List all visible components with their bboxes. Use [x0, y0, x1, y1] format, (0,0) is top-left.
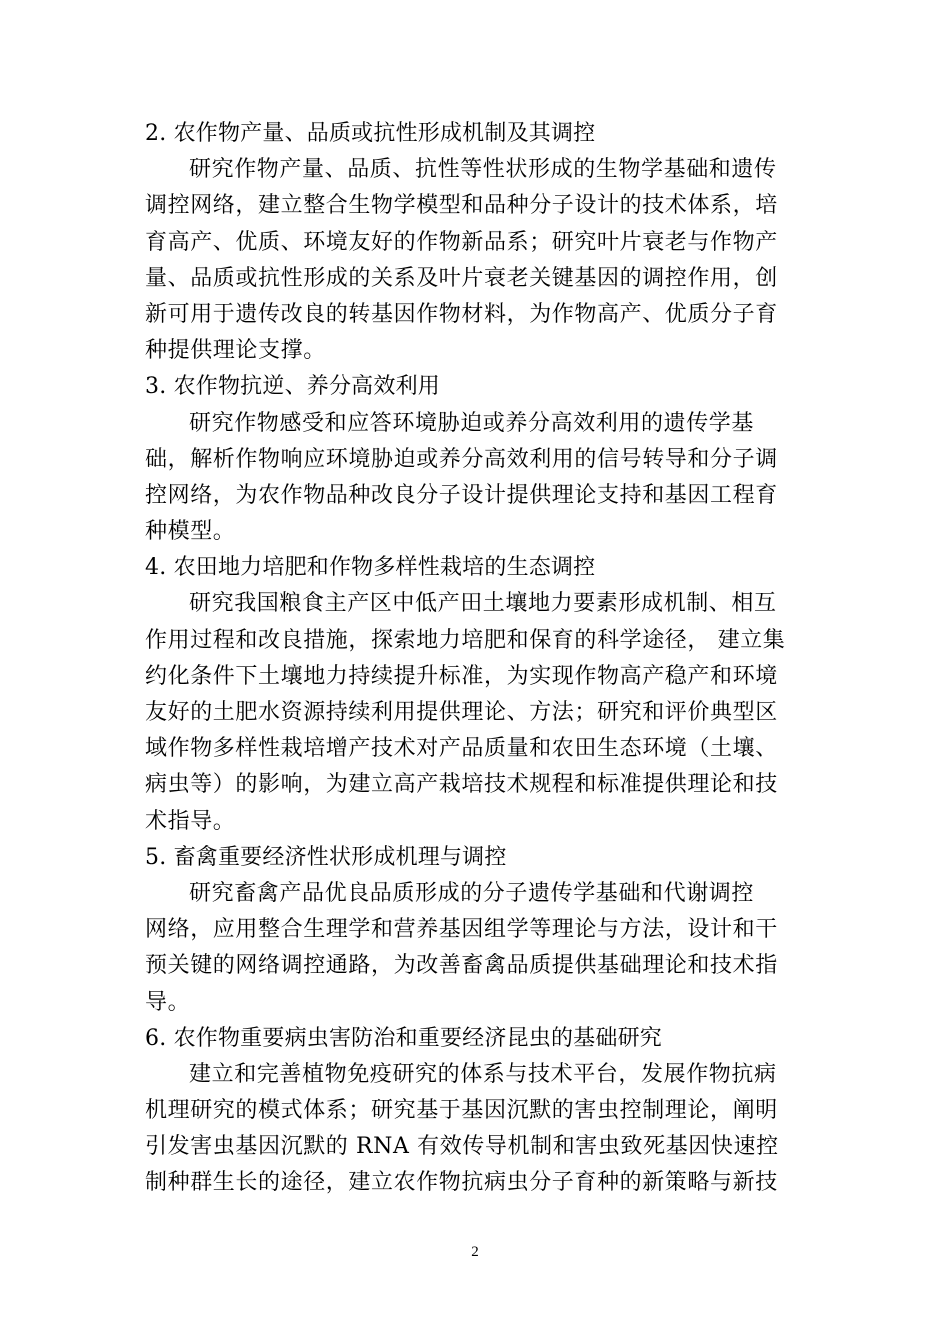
paragraph-line: 网络，应用整合生理学和营养基因组学等理论与方法，设计和干: [145, 917, 778, 943]
section-heading-5: 5. 畜禽重要经济性状形成机理与调控: [145, 844, 507, 870]
paragraph-line: 研究畜禽产品优良品质形成的分子遗传学基础和代谢调控: [189, 880, 755, 906]
paragraph-line: 量、品质或抗性形成的关系及叶片衰老关键基因的调控作用，创: [145, 265, 778, 291]
page-number: 2: [471, 1244, 479, 1260]
document-body: [145, 116, 805, 1202]
paragraph-line: 研究作物感受和应答环境胁迫或养分高效利用的遗传学基: [189, 410, 755, 436]
paragraph-line: 建立和完善植物免疫研究的体系与技术平台，发展作物抗病: [189, 1061, 777, 1087]
paragraph-line: 机理研究的模式体系；研究基于基因沉默的害虫控制理论，阐明: [145, 1098, 778, 1124]
paragraph-line: 引发害虫基因沉默的 RNA 有效传导机制和害虫致死基因快速控: [145, 1134, 779, 1160]
paragraph-line: 域作物多样性栽培增产技术对产品质量和农田生态环境（土壤、: [145, 736, 778, 762]
paragraph-line: 新可用于遗传改良的转基因作物材料，为作物高产、优质分子育: [145, 301, 778, 327]
section-heading-4: 4. 农田地力培肥和作物多样性栽培的生态调控: [145, 555, 596, 581]
paragraph-line: 制种群生长的途径，建立农作物抗病虫分子育种的新策略与新技: [145, 1170, 778, 1196]
paragraph-line: 友好的土肥水资源持续利用提供理论、方法；研究和评价典型区: [145, 700, 778, 725]
paragraph-line: 术指导。: [145, 808, 236, 834]
paragraph-line: 预关键的网络调控通路，为改善畜禽品质提供基础理论和技术指: [145, 953, 778, 979]
paragraph-line: 育高产、优质、环境友好的作物新品系；研究叶片衰老与作物产: [145, 229, 778, 255]
paragraph-line: 控网络，为农作物品种改良分子设计提供理论支持和基因工程育: [145, 482, 778, 508]
paragraph-line: 种模型。: [145, 519, 236, 545]
paragraph-line: 种提供理论支撑。: [145, 338, 326, 364]
paragraph-line: 研究我国粮食主产区中低产田土壤地力要素形成机制、相互: [189, 591, 777, 617]
paragraph-line: 病虫等）的影响，为建立高产栽培技术规程和标准提供理论和技: [145, 772, 778, 798]
paragraph-line: 约化条件下土壤地力持续提升标准，为实现作物高产稳产和环境: [145, 663, 778, 689]
paragraph-line: 调控网络，建立整合生物学模型和品种分子设计的技术体系，培: [145, 193, 778, 219]
section-heading-6: 6. 农作物重要病虫害防治和重要经济昆虫的基础研究: [145, 1025, 662, 1051]
section-heading-2: 2. 农作物产量、品质或抗性形成机制及其调控: [145, 121, 596, 146]
paragraph-line: 导。: [145, 989, 191, 1015]
paragraph-line: 研究作物产量、品质、抗性等性状形成的生物学基础和遗传: [189, 157, 777, 183]
paragraph-line: 作用过程和改良措施，探索地力培肥和保育的科学途径， 建立集: [145, 627, 786, 653]
paragraph-line: 础，解析作物响应环境胁迫或养分高效利用的信号转导和分子调: [145, 446, 778, 472]
section-heading-3: 3. 农作物抗逆、养分高效利用: [145, 374, 440, 400]
